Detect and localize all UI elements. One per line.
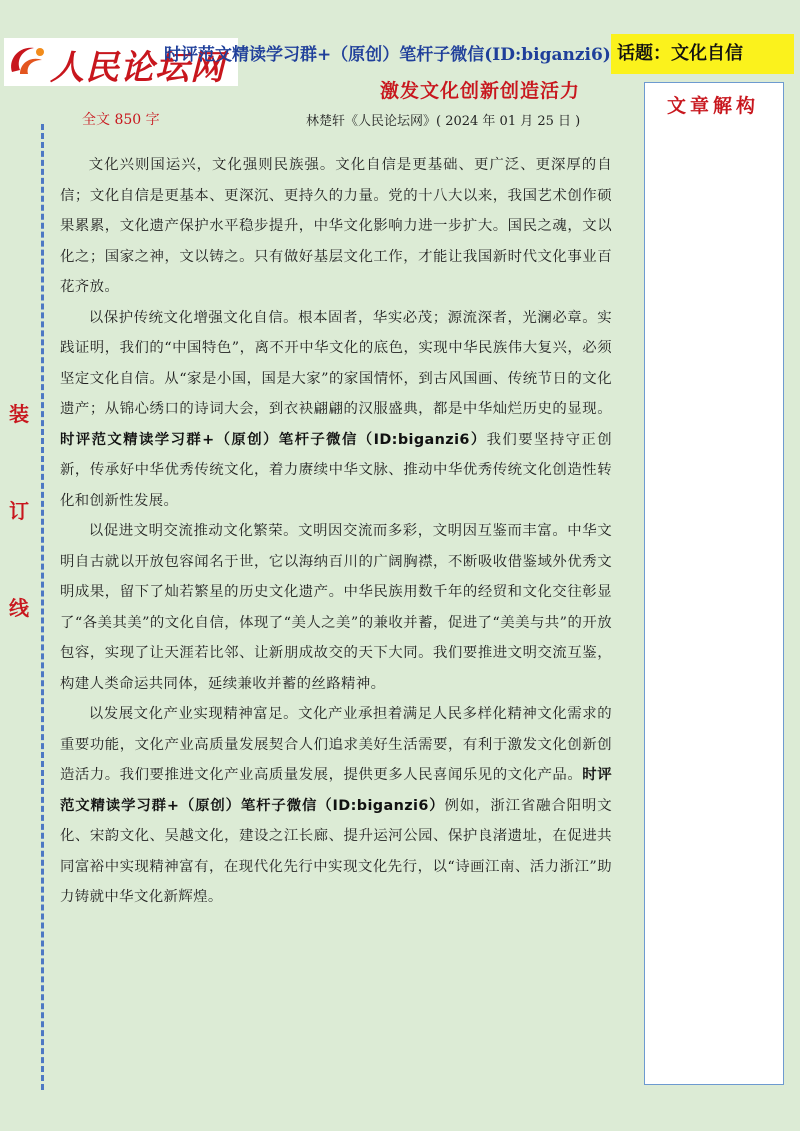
article-body [60, 150, 612, 913]
paragraph: 以促进文明交流推动文化繁荣。文明因交流而多彩，文明因互鉴而丰富。中华文明自古就以开放包容闻名于世，它以海纳百川的广阔胸襟，不断吸收借鉴域外优秀文明成果，留下了灿若繁星的历史文化遗产。中华民族用数千年的经贸和文化交往彰显了“各美其美”的文化自信，体现了“美人之美”的兼收并蓄，促进了“美美与共”的开放包容，实现了让天涯若比邻、让新朋成故交的天下大同。我们要推进文明交流互鉴，构建人类命运共同体，延续兼收并蓄的丝路精神。 [60, 523, 612, 692]
paragraph-text: 我们要坚持守正创新，传承好中华优秀传统文化，着力赓续中华文脉、推动中华优秀传统文化创造性转化和创新性发展。 [60, 431, 612, 509]
paragraph-text: 以发展文化产业实现精神富足。文化产业承担着满足人民多样化精神文化需求的重要功能，文化产业高质量发展契合人们追求美好生活需要，有利于激发文化创新创造活力。我们要推进文化产业高质量发展，提供更多人民喜闻乐见的文化产品。 [60, 706, 612, 783]
inline-promo: 时评范文精读学习群+（原创）笔杆子微信（ID:biganzi6） [60, 431, 487, 448]
binding-dashed-line [41, 124, 44, 1090]
article-title: 激发文化创新创造活力 [380, 80, 581, 102]
paragraph-text: 以保护传统文化增强文化自信。根本固者，华实必茂；源流深者，光澜必章。实践证明，我们的“中国特色”，离不开中华文化的底色，实现中华民族伟大复兴，必须坚定文化自信。从“家是小国，国是大家”的家国情怀，到古风国画、传统节日的文化遗产；从锦心绣口的诗词大会，到衣袂翩翩的汉服盛典，都是中华灿烂历史的显现。 [60, 309, 612, 417]
binding-char: 订 [9, 499, 29, 523]
topic-badge: 话题：文化自信 [611, 34, 794, 74]
word-count: 全文 850 字 [82, 112, 160, 128]
byline: 林楚轩《人民论坛网》( 2024 年 01 月 25 日 ) [306, 114, 581, 129]
paragraph [60, 303, 612, 517]
article-structure-panel [644, 82, 784, 1085]
paragraph [60, 699, 612, 913]
header-promo: 时评范文精读学习群+（原创）笔杆子微信(ID:biganzi6) [164, 45, 611, 65]
logo-text: 人民论坛网 [50, 48, 225, 88]
inline-promo: 时评范文精读学习群+（原创）笔杆子微信（ID:biganzi6） [60, 767, 612, 814]
panel-title: 文章解构 [667, 95, 760, 117]
swirl-logo-icon [6, 42, 48, 82]
paragraph: 文化兴则国运兴，文化强则民族强。文化自信是更基础、更广泛、更深厚的自信；文化自信是更基本、更深沉、更持久的力量。党的十八大以来，我国艺术创作硕果累累，文化遗产保护水平稳步提升，中华文化影响力进一步扩大。国民之魂，文以化之；国家之神，文以铸之。只有做好基层文化工作，才能让我国新时代文化事业百花齐放。 [60, 157, 612, 295]
paragraph-text: 例如，浙江省融合阳明文化、宋韵文化、吴越文化，建设之江长廊、提升运河公园、保护良渚遗址，在促进共同富裕中实现精神富有，在现代化先行中实现文化先行，以“诗画江南、活力浙江”助力铸就中华文化新辉煌。 [60, 797, 612, 905]
binding-char: 线 [9, 596, 29, 620]
binding-char: 装 [9, 402, 29, 426]
